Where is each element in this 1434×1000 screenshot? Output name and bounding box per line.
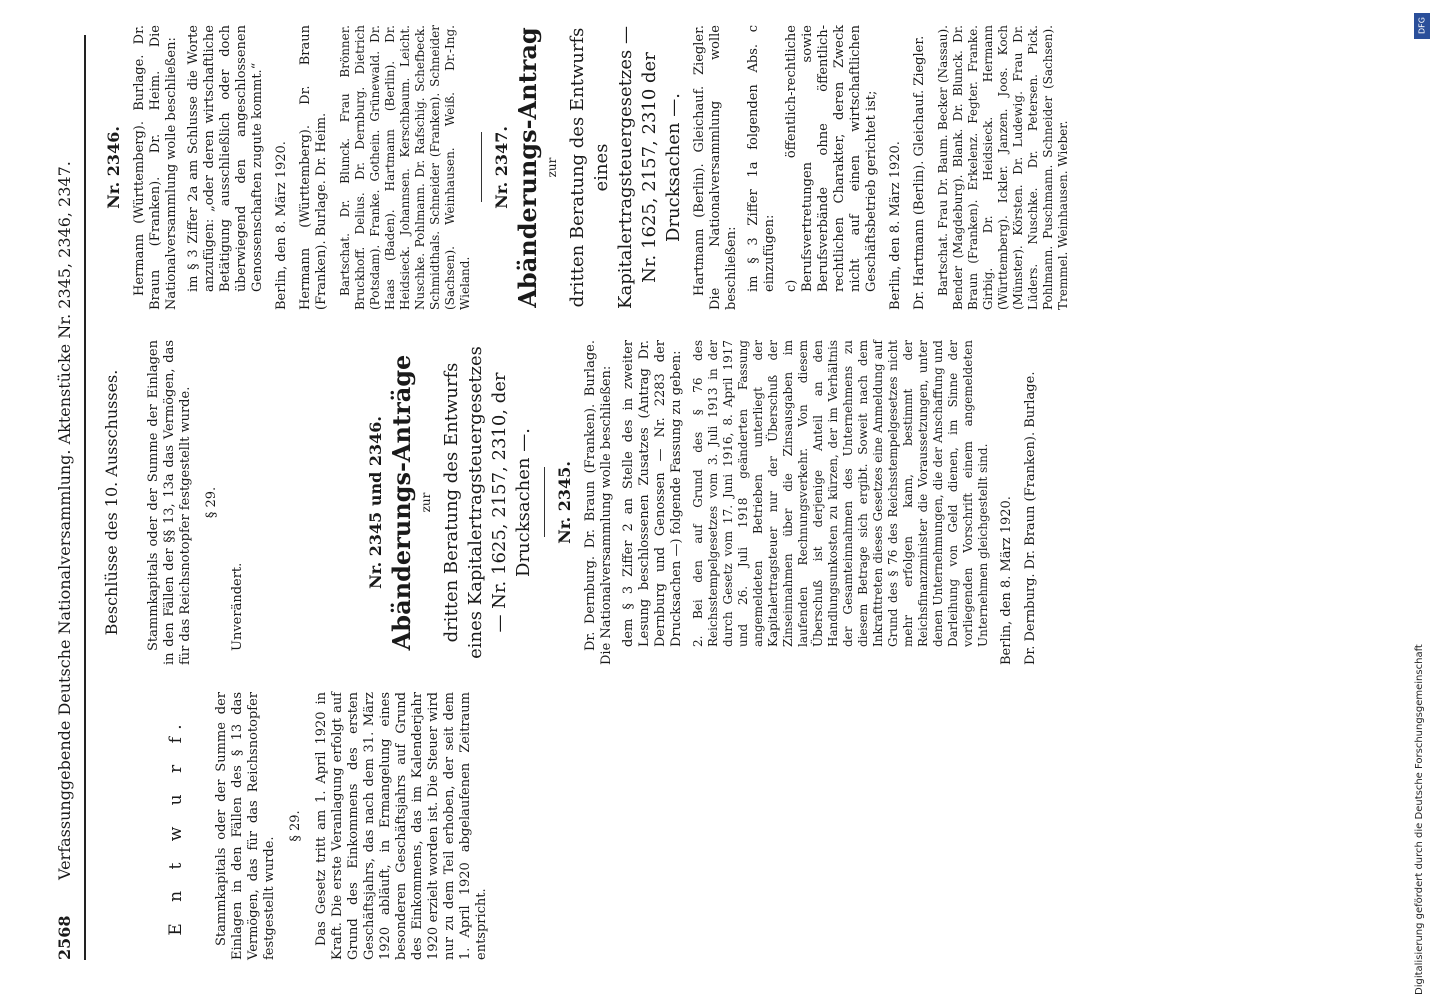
antrag-2346-signatures: Hermann (Württemberg). Dr. Braun (Franken). Burlage. Dr. Heim. <box>298 25 329 310</box>
dfg-logo: DFG <box>1414 13 1430 39</box>
column-right <box>100 25 1077 310</box>
digitization-credit: Digitalisierung gefördert durch die Deutsche Forschungsgemeinschaft <box>1414 644 1425 995</box>
entwurf-section-29: § 29. <box>288 810 303 842</box>
nr-2345-heading: Nr. 2345. <box>555 461 574 544</box>
column-entwurf <box>160 692 496 960</box>
page-header <box>55 40 81 960</box>
antrag-2347-intro: Hartmann (Berlin). Gleichauf. Ziegler. Die Nationalversammlung wolle beschließen: <box>692 25 739 310</box>
antrag-2346-date: Berlin, den 8. März 1920. <box>274 141 289 310</box>
entwurf-paragraph-1: Stammkapitals oder der Summe der Einlagen in den Fällen des § 13 das Vermögen, das für das Reichsnotopfer festgestellt wurde. <box>214 692 277 960</box>
nr-2347-heading: Nr. 2347. <box>492 126 511 209</box>
antrag-2347-supporters: Bartschat. Frau Dr. Baum. Becker (Nassau). Bender (Magdeburg). Blank. Dr. Blunck. Dr. Braun (Franken). Erkelenz. Fegter. Franke. Girbig. Dr. Heidsieck. Hermann (Württemberg). Ickler. Janzen. Joos. Koch (Münster). Körsten. Dr. Ludewig. Frau Dr. Lüders. Nuschke. Dr. Petersen. Pick. Pohlmann. Puschmann. Schneider (Sachsen). Tremmel. Weinhausen. Wieber. <box>936 25 1070 310</box>
antrag-2347-text: c) öffentlich-rechtliche Berufsvertretungen sowie Berufsverbände ohne öffentlich-rechtlichen Charakter, deren Zweck nicht auf einen wirtschaftlichen Geschäftsbetrieb gerichtet ist; <box>784 25 879 292</box>
beschluesse-heading: Beschlüsse des 10. Ausschusses. <box>102 369 121 636</box>
entwurf-paragraph-2: Das Gesetz tritt am 1. April 1920 in Kraft. Die erste Veranlagung erfolgt auf Grund des Einkommens des ersten Geschäftsjahrs, das nach dem 31. März 1920 abläuft, in Ermangelung eines besonderen Geschäftsjahrs auf Grund des Einkommens, das im Kalenderjahr 1920 erzielt worden ist. Die Steuer wird nur zu dem Teil erhoben, der seit dem 1. April 1920 abgelaufenen Zeitraum entspricht. <box>314 692 489 960</box>
antrag-2347-signatures: Dr. Hartmann (Berlin). Gleichauf. Ziegler. <box>912 35 927 310</box>
antrag-2347-date: Berlin, den 8. März 1920. <box>888 141 903 310</box>
antrag-2345-intro: Dr. Dernburg. Dr. Braun (Franken). Burlage. Die Nationalversammlung wolle beschließen: <box>583 340 614 665</box>
header-rule <box>84 35 86 960</box>
antrag-2346-text: im § 3 Ziffer 2a am Schlusse die Worte anzufügen: „oder deren wirtschaftliche Betätigung ausschließlich oder doch überwiegend den angeschlossenen Genossenschaften zugute kommt.“ <box>186 25 265 292</box>
beschluesse-section-29: § 29. <box>204 486 219 519</box>
antrag-2346-intro: Hermann (Württemberg). Burlage. Dr. Braun (Franken). Dr. Heim. Die Nationalversammlung wolle beschließen: <box>132 25 179 310</box>
antrag-2345-date: Berlin, den 8. März 1920. <box>999 496 1014 665</box>
antrag-2346-supporters: Bartschat. Dr. Blunck. Frau Brönner. Bruckhoff. Delius. Dr. Dernburg. Dietrich (Potsdam). Franke. Gothein. Grünewald. Dr. Haas (Baden). Hartmann (Berlin). Dr. Heidsieck. Johannsen. Kerschbaum. Leicht. Nuschke. Pohlmann. Dr. Rafschig. Schefbeck. Schmidthals. Schneider (Franken). Schneider (Sachsen). Weinhausen. Weiß. Dr.-Ing. Wieland. <box>338 25 472 310</box>
antrag-2345-text: 2. Bei den auf Grund des § 76 des Reichsstempelgesetzes vom 3. Juli 1913 in der durch Gesetz vom 17. Juni 1916, 8. April 1917 und 26. Juli 1918 geänderten Fassung angemeldeten Betrieben unterliegt der Kapitalertragsteuer nur der Überschuß der Zinseinnahmen über die Zinsausgaben im laufenden Rechnungsverkehr. Von diesem Überschuß ist derjenige Anteil an den Handlungsunkosten zu kürzen, der im Verhältnis der Gesamteinnahmen des Unternehmens zu diesem Betrage sich ergibt. Soweit nach dem Inkrafttreten dieses Gesetzes eine Anmeldung auf Grund des § 76 des Reichsstempelgesetzes nicht mehr erfolgen kann, bestimmt der Reichsfinanzminister die Voraussetzungen, unter denen Unternehmungen, die der Anschaffung und Darleihung von Geld dienen, im Sinne der vorliegenden Vorschrift einem angemeldeten Unternehmen gleichgestellt sind. <box>691 340 990 647</box>
nr-2345-2346-heading: Nr. 2345 und 2346. <box>366 416 385 589</box>
column-beschluesse <box>100 340 1047 665</box>
nr-2346-heading: Nr. 2346. <box>104 126 123 209</box>
beschluesse-paragraph-1: Stammkapitals oder der Summe der Einlagen in den Fällen der §§ 13, 13a das Vermögen, das für das Reichsnotopfer festgestellt wurde. <box>146 340 193 665</box>
abaenderungs-antraege-title: Abänderungs-Anträge <box>387 354 416 651</box>
beschluesse-unchanged: Unverändert. <box>230 562 245 651</box>
beratung-subtitle: dritten Beratung des Entwurfs eines Kapitalertragsteuergesetzes — Nr. 1625, 2157, 2310, der Drucksachen —. <box>441 346 534 659</box>
entwurf-heading: E n t w u r f. <box>166 716 186 936</box>
antrag-2345-signatures: Dr. Dernburg. Dr. Braun (Franken). Burlage. <box>1023 371 1038 665</box>
antrag-2347-instruction: im § 3 Ziffer 1a folgenden Abs. c einzufügen: <box>746 25 777 292</box>
divider <box>544 468 545 538</box>
abaenderungs-antrag-title: Abänderungs-Antrag <box>513 27 542 308</box>
beratung-subtitle: dritten Beratung des Entwurfs eines Kapitalertragsteuergesetzes — Nr. 1625, 2157, 2310 der Drucksachen —. <box>567 26 684 309</box>
page-number: 2568 <box>55 915 74 960</box>
zur-label: zur <box>419 492 433 513</box>
zur-label: zur <box>545 157 559 178</box>
divider <box>481 133 482 203</box>
antrag-2345-body: dem § 3 Ziffer 2 an Stelle des in zweiter Lesung beschlossenen Zusatzes (Antrag Dr. Dernburg und Genossen — Nr. 2283 der Drucksachen —) folgende Fassung zu geben: <box>621 340 684 647</box>
digitization-margin <box>1412 5 1434 995</box>
running-title: Verfassunggebende Deutsche Nationalversammlung. Aktenstücke Nr. 2345, 2346, 2347. <box>55 161 74 880</box>
